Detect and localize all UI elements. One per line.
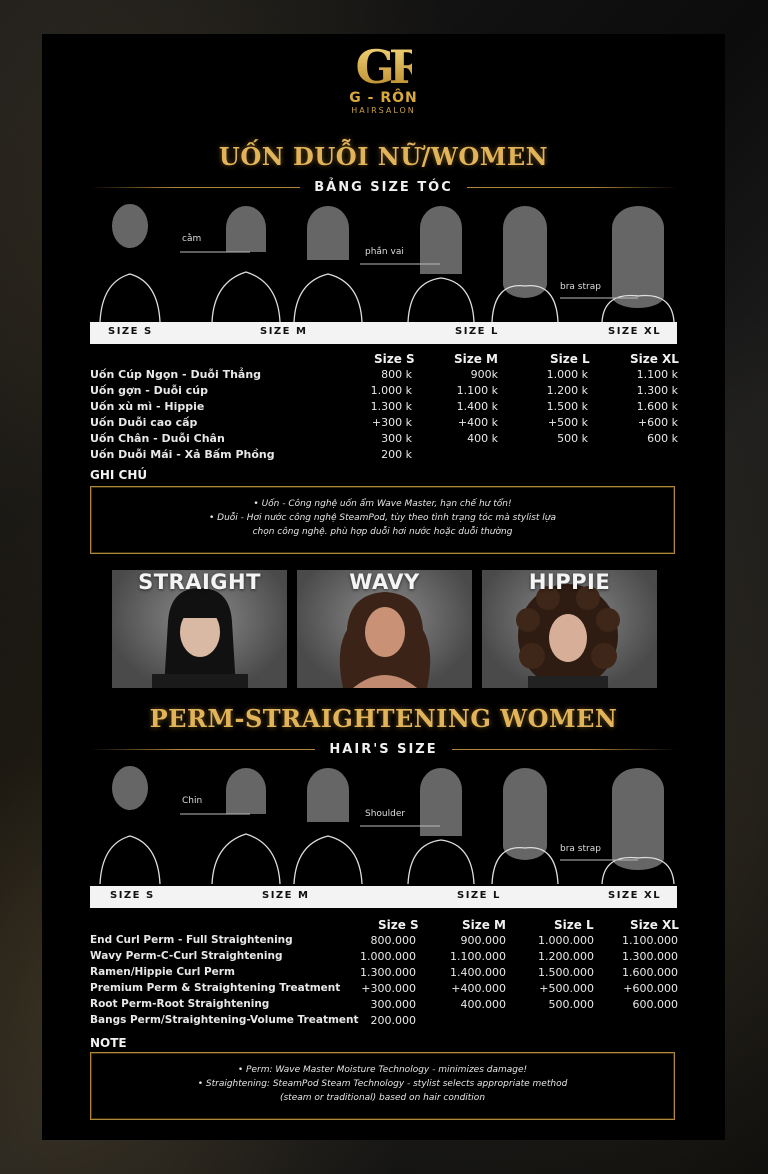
subtitle-en: HAIR'S SIZE (329, 741, 438, 757)
service-name: Uốn Cúp Ngọn - Duỗi Thẳng (90, 368, 262, 381)
service-name: Bangs Perm/Straightening-Volume Treatment (90, 1014, 359, 1026)
price-cell: 500 k (557, 432, 588, 445)
salon-name: G - RÔN (349, 90, 418, 106)
size-label: SIZE L (457, 890, 501, 901)
subtitle-row-en (90, 740, 677, 758)
price-cell: 800.000 (370, 934, 416, 947)
price-cell: 1.100 k (636, 368, 678, 381)
column-header: Size S (374, 352, 415, 366)
price-cell: 500.000 (548, 998, 594, 1011)
price-row (90, 416, 680, 432)
silhouettes-icon (90, 204, 680, 324)
size-label: SIZE M (262, 890, 310, 901)
price-cell: +300 k (371, 416, 412, 429)
price-row (90, 934, 680, 950)
price-cell: 1.100.000 (450, 950, 506, 963)
price-cell: 300.000 (370, 998, 416, 1011)
price-row (90, 950, 680, 966)
price-cell: 900k (470, 368, 498, 381)
column-header: Size XL (630, 918, 679, 932)
size-bar-vi (90, 322, 677, 344)
price-cell: 1.300.000 (360, 966, 416, 979)
price-cell: 900.000 (460, 934, 506, 947)
size-label: SIZE XL (608, 890, 662, 901)
note-box-vi (90, 486, 675, 554)
service-name: Uốn Duỗi cao cấp (90, 416, 198, 429)
marker-shoulder-en: Shoulder (365, 809, 406, 819)
price-cell: 1.100 k (456, 384, 498, 397)
price-cell: 400.000 (460, 998, 506, 1011)
size-label: SIZE S (110, 890, 155, 901)
price-row (90, 982, 680, 998)
price-cell: +600.000 (623, 982, 678, 995)
table-header (90, 352, 680, 368)
note-line: • Straightening: SteamPod Steam Technology - stylist selects appropriate method (197, 1079, 568, 1089)
salon-subtitle: HAIRSALON (351, 106, 416, 115)
column-header: Size M (454, 352, 498, 366)
price-cell: 1.400.000 (450, 966, 506, 979)
price-cell: 1.300 k (636, 384, 678, 397)
note-line: (steam or traditional) based on hair condition (279, 1093, 486, 1103)
service-name: Wavy Perm-C-Curl Straightening (90, 950, 283, 962)
price-row (90, 368, 680, 384)
price-cell: 1.500.000 (538, 966, 594, 979)
marker-bra-vi: bra strap (560, 282, 601, 292)
price-row (90, 432, 680, 448)
price-table-en (90, 918, 680, 1030)
size-label: SIZE L (455, 326, 499, 337)
marker-shoulder-vi: phần vai (365, 247, 404, 257)
price-row (90, 1014, 680, 1030)
table-header (90, 918, 680, 934)
price-cell: 1.600.000 (622, 966, 678, 979)
column-header: Size M (462, 918, 506, 932)
price-cell: +600 k (637, 416, 678, 429)
price-row (90, 448, 680, 464)
marker-bra-en: bra strap (560, 844, 601, 854)
price-cell: 600 k (647, 432, 678, 445)
column-header: Size XL (630, 352, 679, 366)
size-label: SIZE S (108, 326, 153, 337)
style-photo-straight (112, 570, 287, 688)
price-row (90, 966, 680, 982)
price-cell: +300.000 (361, 982, 416, 995)
marker-chin-vi: cằm (182, 234, 202, 244)
price-cell: 800 k (381, 368, 412, 381)
subtitle-vi: BẢNG SIZE TÓC (314, 179, 453, 195)
style-photo-hippie (482, 570, 657, 688)
silhouettes-icon (90, 766, 680, 886)
style-label: WAVY (349, 570, 420, 594)
price-cell: 1.100.000 (622, 934, 678, 947)
price-cell: 300 k (381, 432, 412, 445)
price-cell: 600.000 (632, 998, 678, 1011)
price-cell: 400 k (467, 432, 498, 445)
note-label-en: NOTE (90, 1036, 127, 1050)
price-cell: +400.000 (451, 982, 506, 995)
size-label: SIZE XL (608, 326, 662, 337)
price-table-vi (90, 352, 680, 464)
style-label: STRAIGHT (138, 570, 261, 594)
service-name: Uốn gợn - Duỗi cúp (90, 384, 208, 397)
price-cell: 1.400 k (456, 400, 498, 413)
price-cell: 1.600 k (636, 400, 678, 413)
service-name: Uốn Chân - Duỗi Chân (90, 432, 225, 445)
price-cell: 1.000.000 (538, 934, 594, 947)
service-name: Ramen/Hippie Curl Perm (90, 966, 235, 978)
style-photo-wavy (297, 570, 472, 688)
note-box-en (90, 1052, 675, 1120)
service-name: Root Perm-Root Straightening (90, 998, 270, 1010)
service-name: End Curl Perm - Full Straightening (90, 934, 293, 946)
hair-size-figures-vi (90, 204, 680, 324)
price-cell: 1.300 k (370, 400, 412, 413)
note-line: • Perm: Wave Master Moisture Technology - minimizes damage! (237, 1065, 528, 1075)
size-label: SIZE M (260, 326, 308, 337)
section-title-vi: UỐN DUỖI NỮ/WOMEN (218, 142, 549, 171)
service-name: Premium Perm & Straightening Treatment (90, 982, 341, 994)
note-label-vi: GHI CHÚ (90, 468, 148, 482)
price-poster (42, 34, 725, 1140)
note-line: • Uốn - Công nghệ uốn ẩm Wave Master, hạn chế hư tổn! (253, 499, 512, 509)
price-cell: 1.200 k (546, 384, 588, 397)
price-row (90, 384, 680, 400)
logo-mark: GR (355, 40, 422, 94)
service-name: Uốn xù mì - Hippie (90, 400, 205, 413)
price-cell: 200 k (381, 448, 412, 461)
hair-size-figures-en (90, 766, 680, 886)
note-line: chọn công nghệ. phù hợp duỗi hơi nước hoặc duỗi thường (252, 527, 513, 537)
marker-chin-en: Chin (182, 796, 203, 806)
salon-logo (42, 42, 725, 115)
price-row (90, 400, 680, 416)
price-cell: +500 k (547, 416, 588, 429)
size-bar-en (90, 886, 677, 908)
column-header: Size L (554, 918, 594, 932)
price-cell: 1.200.000 (538, 950, 594, 963)
price-cell: 1.000.000 (360, 950, 416, 963)
price-cell: 1.500 k (546, 400, 588, 413)
price-cell: 1.000 k (370, 384, 412, 397)
subtitle-row-vi (90, 178, 677, 196)
section-title-en: PERM-STRAIGHTENING WOMEN (149, 704, 618, 733)
price-cell: 1.300.000 (622, 950, 678, 963)
price-cell: 200.000 (370, 1014, 416, 1027)
price-row (90, 998, 680, 1014)
column-header: Size S (378, 918, 419, 932)
price-cell: 1.000 k (546, 368, 588, 381)
note-line: • Duỗi - Hơi nước công nghệ SteamPod, tùy theo tình trạng tóc mà stylist lựa (208, 513, 557, 523)
style-label: HIPPIE (528, 570, 611, 594)
price-cell: +400 k (457, 416, 498, 429)
column-header: Size L (550, 352, 590, 366)
price-cell: +500.000 (539, 982, 594, 995)
service-name: Uốn Duỗi Mái - Xả Bấm Phồng (90, 448, 275, 461)
